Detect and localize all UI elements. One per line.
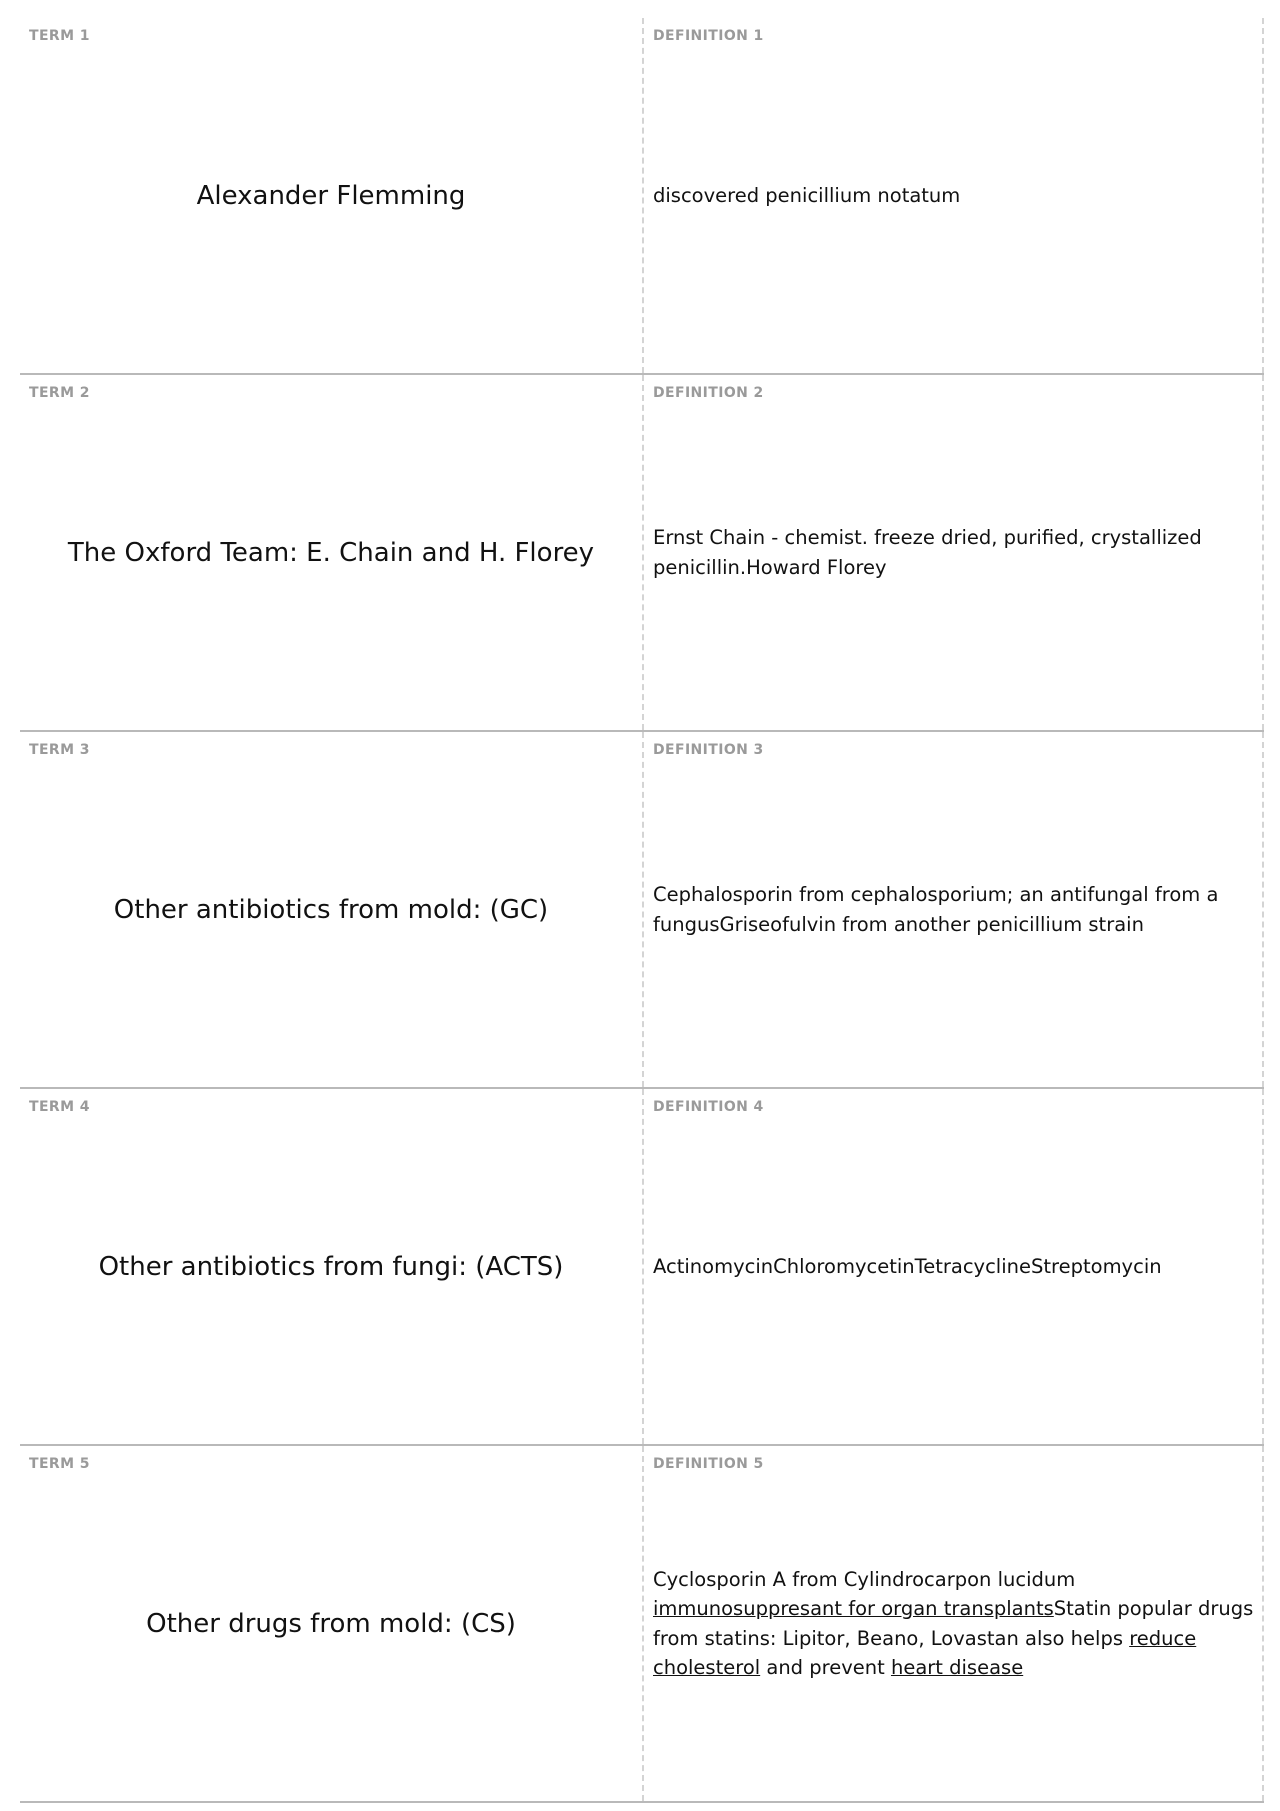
term-text xyxy=(20,1446,642,1801)
flashcard-4 xyxy=(20,1089,1264,1446)
flashcard-1 xyxy=(20,18,1264,375)
term-text xyxy=(20,375,642,730)
card-divider xyxy=(642,1446,644,1801)
definition-label: DEFINITION 1 xyxy=(653,28,764,44)
definition-fragment: Cyclosporin A from Cylindrocarpon lucidum xyxy=(653,1567,1076,1591)
card-divider xyxy=(642,732,644,1087)
definition-value: discovered penicillium notatum xyxy=(653,183,961,207)
definition-text xyxy=(653,375,1256,730)
definition-value xyxy=(653,1565,1256,1683)
definition-fragment: Statin popular drugs from statins: Lipitor, Beano, Lovastan also helps xyxy=(653,1597,1254,1650)
card-edge xyxy=(1262,1089,1264,1444)
term-text xyxy=(20,1089,642,1444)
card-divider xyxy=(642,1089,644,1444)
definition-label: DEFINITION 3 xyxy=(653,742,764,758)
definition-value: Ernst Chain - chemist. freeze dried, purified, crystallized penicillin.Howard Florey xyxy=(653,526,1202,579)
underlined-phrase: heart disease xyxy=(890,1656,1024,1679)
card-edge xyxy=(1262,375,1264,730)
definition-text xyxy=(653,1089,1256,1444)
term-label: TERM 2 xyxy=(29,385,90,401)
card-divider xyxy=(642,18,644,373)
definition-text xyxy=(653,1446,1256,1801)
flashcard-2 xyxy=(20,375,1264,732)
term-value: Other antibiotics from mold: (GC) xyxy=(113,894,549,925)
definition-label: DEFINITION 2 xyxy=(653,385,764,401)
term-label: TERM 1 xyxy=(29,28,90,44)
term-value: The Oxford Team: E. Chain and H. Florey xyxy=(67,537,595,568)
term-label: TERM 3 xyxy=(29,742,90,758)
flashcard-5 xyxy=(20,1446,1264,1803)
definition-value: ActinomycinChloromycetinTetracyclineStreptomycin xyxy=(653,1254,1162,1278)
underlined-phrase: immunosuppresant for organ transplants xyxy=(653,1597,1054,1620)
card-edge xyxy=(1262,1446,1264,1801)
term-label: TERM 5 xyxy=(29,1456,90,1472)
term-text xyxy=(20,732,642,1087)
term-value: Other drugs from mold: (CS) xyxy=(146,1608,516,1639)
definition-label: DEFINITION 4 xyxy=(653,1099,764,1115)
flashcard-sheet xyxy=(20,18,1264,1803)
term-label: TERM 4 xyxy=(29,1099,90,1115)
term-value: Other antibiotics from fungi: (ACTS) xyxy=(98,1251,564,1282)
term-value: Alexander Flemming xyxy=(196,180,466,211)
card-edge xyxy=(1262,18,1264,373)
flashcard-3 xyxy=(20,732,1264,1089)
definition-text xyxy=(653,732,1256,1087)
definition-value: Cephalosporin from cephalosporium; an antifungal from a fungusGriseofulvin from another penicillium strain xyxy=(653,883,1219,936)
card-divider xyxy=(642,375,644,730)
term-text xyxy=(20,18,642,373)
definition-text xyxy=(653,18,1256,373)
card-edge xyxy=(1262,732,1264,1087)
definition-fragment: and prevent xyxy=(760,1656,891,1679)
definition-label: DEFINITION 5 xyxy=(653,1456,764,1472)
underlined-phrase: reduce cholesterol xyxy=(653,1626,1197,1679)
